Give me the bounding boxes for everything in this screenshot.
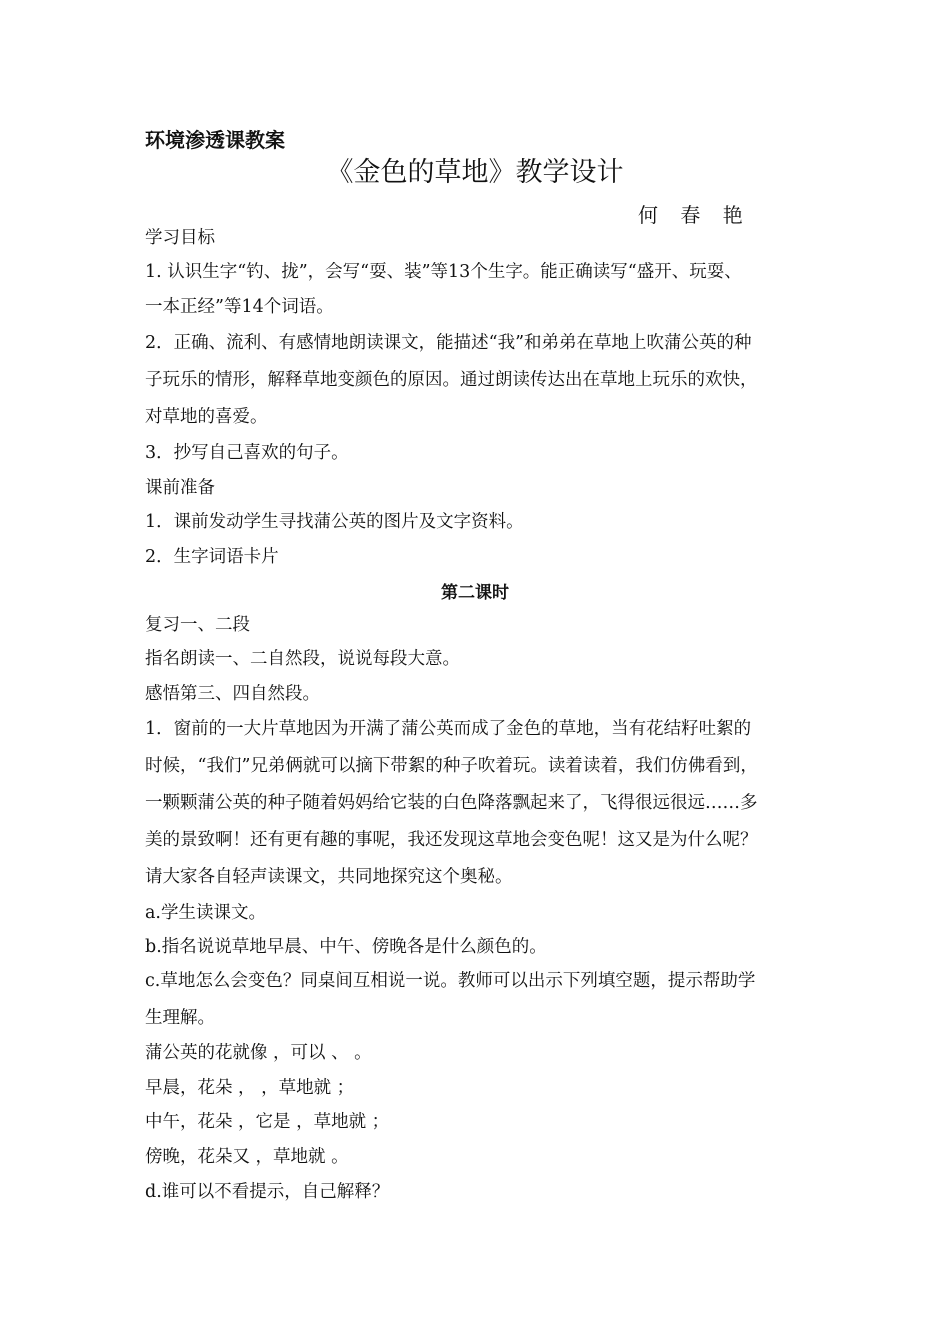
objective-line: 一本正经”等14个词语。 [145, 297, 334, 317]
body-line: 中午，花朵 ，它是 ，草地就 ； [145, 1112, 390, 1132]
body-line: 蒲公英的花就像 ，可以 、 。 [145, 1043, 372, 1063]
body-line: 傍晚，花朵又 ，草地就 。 [145, 1147, 349, 1167]
prep-heading: 课前准备 [145, 478, 215, 498]
body-line: 1．窗前的一大片草地因为开满了蒲公英而成了金色的草地，当有花结籽吐絮的 [145, 719, 752, 739]
body-line: 一颗颗蒲公英的种子随着妈妈给它装的白色降落飘起来了，飞得很远很远……多 [145, 793, 758, 813]
objective-line: 对草地的喜爱。 [145, 407, 268, 427]
body-line: d.谁可以不看提示，自己解释？ [145, 1182, 390, 1202]
body-line: b.指名说说草地早晨、中午、傍晚各是什么颜色的。 [145, 937, 547, 957]
objective-line: 3．抄写自己喜欢的句子。 [145, 443, 349, 463]
body-line: a.学生读课文。 [145, 903, 266, 923]
objectives-heading: 学习目标 [145, 228, 215, 248]
objective-line: 2．正确、流利、有感情地朗读课文，能描述“我”和弟弟在草地上吹蒲公英的种 [145, 333, 752, 353]
author-name: 何 春 艳 [638, 203, 751, 227]
body-line: 早晨，花朵 ， ，草地就 ； [145, 1078, 355, 1098]
prep-line: 1．课前发动学生寻找蒲公英的图片及文字资料。 [145, 512, 524, 532]
body-line: c.草地怎么会变色？同桌间互相说一说。教师可以出示下列填空题，提示帮助学 [145, 971, 756, 991]
header-tag: 环境渗透课教案 [145, 128, 285, 152]
body-line: 时候，“我们”兄弟俩就可以摘下带絮的种子吹着玩。读着读着，我们仿佛看到， [145, 756, 758, 776]
body-line: 复习一、二段 [145, 615, 250, 635]
body-line: 指名朗读一、二自然段，说说每段大意。 [145, 649, 460, 669]
objective-line: 1. 认识生字“钓、拢”，会写“耍、装”等13个生字。能正确读写“盛开、玩耍、 [145, 262, 742, 282]
document-title: 《金色的草地》教学设计 [326, 157, 624, 188]
prep-line: 2．生字词语卡片 [145, 547, 279, 567]
body-line: 感悟第三、四自然段。 [145, 684, 320, 704]
lesson-heading: 第二课时 [441, 583, 509, 603]
body-line: 请大家各自轻声读课文，共同地探究这个奥秘。 [145, 867, 513, 887]
body-line: 美的景致啊！还有更有趣的事呢，我还发现这草地会变色呢！这又是为什么呢？ [145, 830, 758, 850]
objective-line: 子玩乐的情形，解释草地变颜色的原因。通过朗读传达出在草地上玩乐的欢快， [145, 370, 758, 390]
body-line: 生理解。 [145, 1008, 215, 1028]
